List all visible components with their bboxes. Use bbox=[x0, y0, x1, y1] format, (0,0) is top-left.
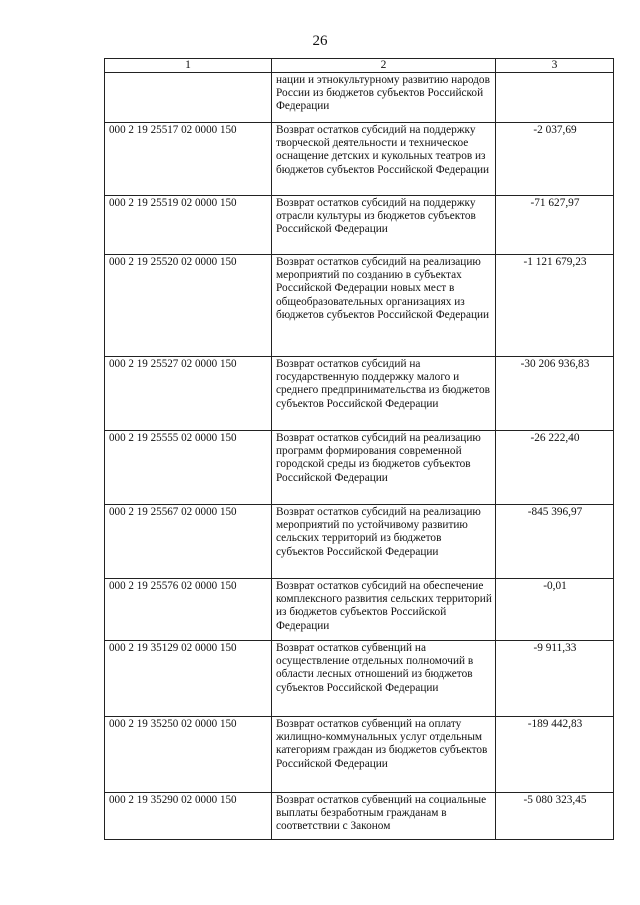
amount-cell: -71 627,97 bbox=[496, 196, 614, 255]
table-row bbox=[105, 255, 614, 357]
budget-code-cell: 000 2 19 25567 02 0000 150 bbox=[105, 505, 272, 579]
amount-cell: -189 442,83 bbox=[496, 717, 614, 793]
description-cell: Возврат остатков субсидий на обеспечение комплексного развития сельских территорий из бюджетов субъектов Российской Федерации bbox=[272, 579, 496, 641]
description-cell: Возврат остатков субсидий на поддержку отрасли культуры из бюджетов субъектов Российской Федерации bbox=[272, 196, 496, 255]
table-row bbox=[105, 641, 614, 717]
table-row bbox=[105, 357, 614, 431]
column-number-row bbox=[105, 59, 614, 73]
amount-cell: -845 396,97 bbox=[496, 505, 614, 579]
amount-cell bbox=[496, 73, 614, 123]
budget-code-cell: 000 2 19 25519 02 0000 150 bbox=[105, 196, 272, 255]
description-cell: Возврат остатков субвенций на социальные выплаты безработным гражданам в соответствии с Законом bbox=[272, 793, 496, 840]
description-cell: Возврат остатков субсидий на реализацию программ формирования современной городской среды из бюджетов субъектов Российской Федерации bbox=[272, 431, 496, 505]
description-cell: Возврат остатков субсидий на реализацию мероприятий по устойчивому развитию сельских территорий из бюджетов субъектов Российской Федерации bbox=[272, 505, 496, 579]
page-number: 26 bbox=[312, 33, 328, 49]
budget-code-cell: 000 2 19 25527 02 0000 150 bbox=[105, 357, 272, 431]
amount-cell: -0,01 bbox=[496, 579, 614, 641]
amount-cell: -5 080 323,45 bbox=[496, 793, 614, 840]
table-row bbox=[105, 123, 614, 196]
amount-cell: -9 911,33 bbox=[496, 641, 614, 717]
budget-code-cell: 000 2 19 25517 02 0000 150 bbox=[105, 123, 272, 196]
budget-code-cell: 000 2 19 35290 02 0000 150 bbox=[105, 793, 272, 840]
budget-code-cell: 000 2 19 35250 02 0000 150 bbox=[105, 717, 272, 793]
description-cell: Возврат остатков субсидий на поддержку творческой деятельности и техническое оснащение детских и кукольных театров из бюджетов субъектов Российской Федерации bbox=[272, 123, 496, 196]
table-row bbox=[105, 793, 614, 840]
budget-code-cell: 000 2 19 25555 02 0000 150 bbox=[105, 431, 272, 505]
table-row bbox=[105, 196, 614, 255]
table-row bbox=[105, 505, 614, 579]
column-2-header: 2 bbox=[272, 59, 496, 73]
budget-code-cell bbox=[105, 73, 272, 123]
description-cell: Возврат остатков субвенций на оплату жилищно-коммунальных услуг отдельным категориям граждан из бюджетов субъектов Российской Федерации bbox=[272, 717, 496, 793]
description-cell: нации и этнокультурному развитию народов России из бюджетов субъектов Российской Федерации bbox=[272, 73, 496, 123]
amount-cell: -30 206 936,83 bbox=[496, 357, 614, 431]
table-row bbox=[105, 717, 614, 793]
table-row bbox=[105, 431, 614, 505]
budget-code-cell: 000 2 19 25520 02 0000 150 bbox=[105, 255, 272, 357]
budget-code-cell: 000 2 19 25576 02 0000 150 bbox=[105, 579, 272, 641]
amount-cell: -2 037,69 bbox=[496, 123, 614, 196]
description-cell: Возврат остатков субвенций на осуществление отдельных полномочий в области лесных отношений из бюджетов субъектов Российской Федерации bbox=[272, 641, 496, 717]
table-row bbox=[105, 73, 614, 123]
amount-cell: -1 121 679,23 bbox=[496, 255, 614, 357]
description-cell: Возврат остатков субсидий на государственную поддержку малого и среднего предпринимательства из бюджетов субъектов Российской Федерации bbox=[272, 357, 496, 431]
table-row bbox=[105, 579, 614, 641]
budget-table bbox=[104, 58, 614, 840]
column-3-header: 3 bbox=[496, 59, 614, 73]
column-1-header: 1 bbox=[105, 59, 272, 73]
amount-cell: -26 222,40 bbox=[496, 431, 614, 505]
description-cell: Возврат остатков субсидий на реализацию мероприятий по созданию в субъектах Российской Федерации новых мест в общеобразовательных организациях из бюджетов субъектов Российской Федерации bbox=[272, 255, 496, 357]
budget-code-cell: 000 2 19 35129 02 0000 150 bbox=[105, 641, 272, 717]
